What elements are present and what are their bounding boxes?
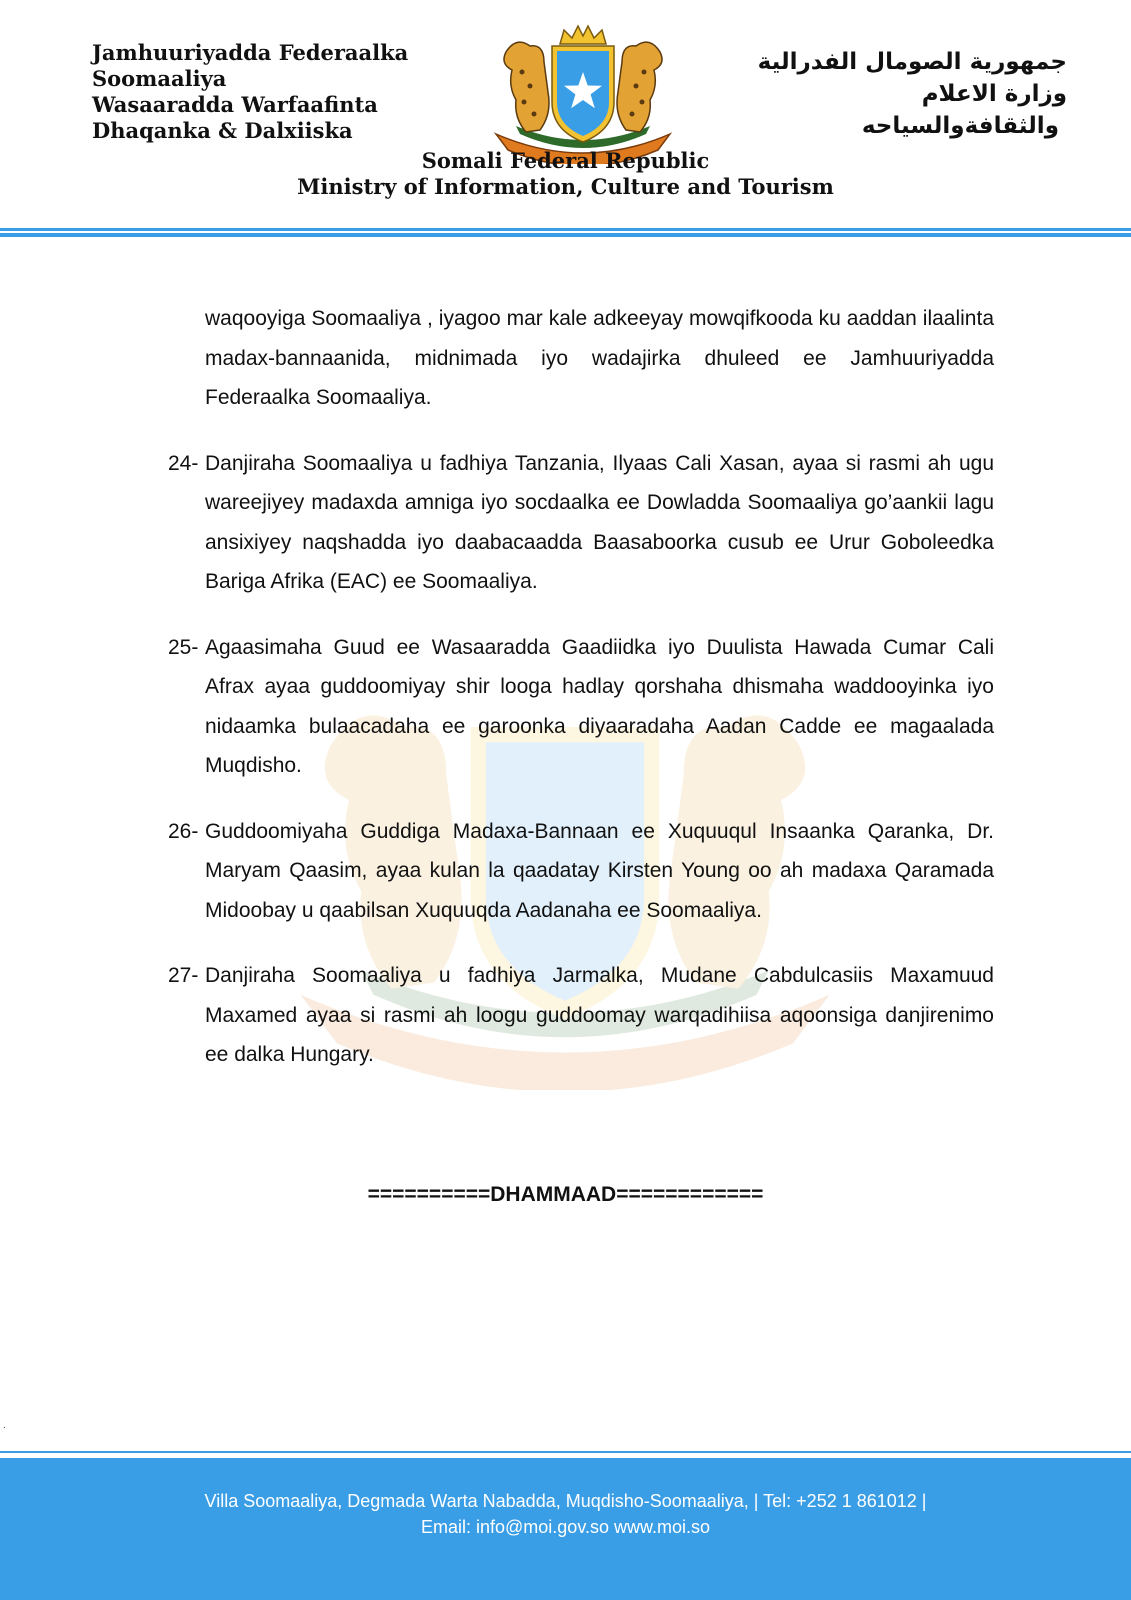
item-text: Danjiraha Soomaaliya u fadhiya Jarmalka, Mudane Cabdulcasiis Maxamuud Maxamed ayaa si rasmi ah loogu guddoomay warqadihiisa aqoonsiga danjirenimo ee dalka Hungary. [205,964,994,1066]
header-subtitle: Ministry of Information, Culture and Tourism [297,174,834,199]
header-somali-name [92,40,408,144]
somalia-coat-of-arms-icon [486,22,680,164]
item-text: Agaasimaha Guud ee Wasaaradda Gaadiidka iyo Duulista Hawada Cumar Cali Afrax ayaa guddoomiyay shir looga hadlay qorshaha dhismaha waddooyinka iyo nidaamka bulaacadaha ee garoonka diyaaradaha Aadan Cadde ee magaalada Muqdisho. [205,635,994,777]
item-number: 25- [168,635,199,659]
header-title: Somali Federal Republic [421,148,710,173]
header-divider-line [0,233,1131,237]
item-number: 27- [168,964,199,987]
header-right-line: والثقافةوالسياحه [861,113,1059,139]
item-number [168,299,205,418]
closing-marker: ==========DHAMMAAD============ [367,1183,764,1206]
header-left-line: Jamhuuriyadda Federaalka [92,40,409,65]
list-item [168,812,994,931]
stray-mark: . [3,1420,6,1431]
header-arabic-name [758,46,1067,142]
footer-address: Villa Soomaaliya, Degmada Warta Nabadda, Muqdisho-Soomaaliya, | Tel: +252 1 861012 | [204,1491,927,1511]
list-item [168,299,994,418]
header-english-name [0,148,1131,200]
header-left-line: Dhaqanka & Dalxiiska [92,118,353,143]
list-item [168,444,994,602]
list-item [168,628,994,786]
header-left-line: Wasaaradda Warfaafinta [92,92,378,117]
item-text: Danjiraha Soomaaliya u fadhiya Tanzania, Ilyaas Cali Xasan, ayaa si rasmi ah ugu wareejiyey madaxda amniga iyo socdaalka ee Dowladda Soomaaliya go’aankii lagu ansixiyey naqshadda iyo daabacaadda Baasaboorka cusub ee Urur Goboleedka Bariga Afrika (EAC) ee Soomaaliya. [205,451,994,593]
footer-contact: Email: info@moi.gov.so www.moi.so [420,1517,711,1537]
list-item [168,956,994,1075]
header-right-line: جمهورية الصومال الفدرالية [757,49,1067,75]
document-body [168,299,994,1101]
item-number: 26- [168,819,199,843]
footer [0,1458,1131,1600]
header-divider-line [0,228,1131,231]
footer-divider-line [0,1451,1131,1453]
header-left-line: Soomaaliya [92,66,227,91]
header-right-line: وزارة الاعلام [921,81,1067,107]
item-text: waqooyiga Soomaaliya , iyagoo mar kale adkeeyay mowqifkooda ku aaddan ilaalinta madax-bannaanida, midnimada iyo wadajirka dhuleed ee Jamhuuriyadda Federaalka Soomaaliya. [205,307,994,409]
item-text: Guddoomiyaha Guddiga Madaxa-Bannaan ee Xuquuqul Insaanka Qaranka, Dr. Maryam Qaasim, ayaa kulan la qaadatay Kirsten Young oo ah madaxa Qaramada Midoobay u qaabilsan Xuquuqda Aadanaha ee Soomaaliya. [205,819,994,922]
item-number: 24- [168,451,199,475]
